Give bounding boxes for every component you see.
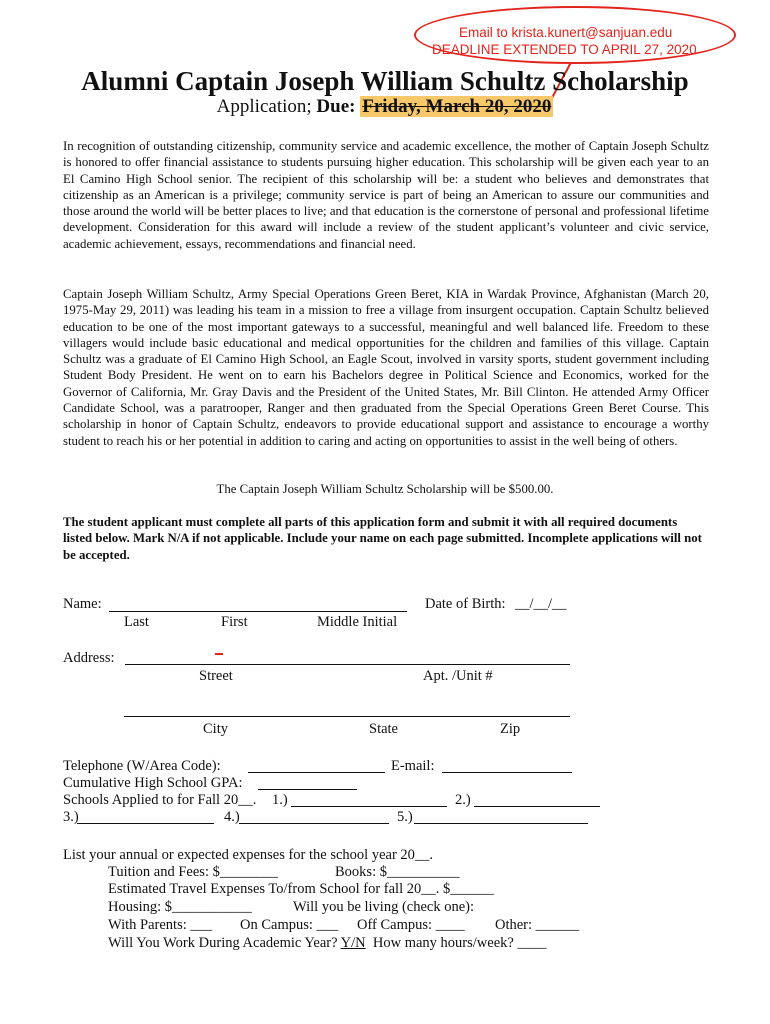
city-sublabel: City xyxy=(203,721,228,737)
application-label: Application; xyxy=(216,96,312,117)
address-label: Address: xyxy=(63,650,115,666)
school-4-field[interactable] xyxy=(239,823,389,824)
street-address-field[interactable] xyxy=(125,664,570,665)
tuition-field[interactable]: Tuition and Fees: $________ xyxy=(108,864,278,880)
with-parents-check[interactable]: With Parents: ___ xyxy=(108,917,213,933)
off-campus-check[interactable]: Off Campus: ____ xyxy=(357,917,465,933)
school-4-label: 4.) xyxy=(224,809,240,825)
on-campus-check[interactable]: On Campus: ___ xyxy=(240,917,339,933)
paragraph-text: In recognition of outstanding citizenship, community service and academic excellence, the mother of Captain Joseph Schultz is honored to offer financial assistance to students pursuing higher education. This scholarship will be given each year to an El Camino High School senior. The recipient of this scholarship will be: a student who believes and demonstrates that citizenship as an American is a privilege; community service is part of being an American to assure our communities and those around the world will be better places to live; and that education is the cornerstone of personal and professional lifetime development. Consideration for this award will include a review of the student applicant’s volunteer and civic service, academic achievement, essays, recommendations and financial need. xyxy=(63,139,709,251)
zip-sublabel: Zip xyxy=(500,721,521,737)
housing-field[interactable]: Housing: $___________ xyxy=(108,899,252,915)
school-2-label: 2.) xyxy=(455,792,471,808)
dob-field[interactable]: __/__/__ xyxy=(515,596,567,612)
expenses-intro: List your annual or expected expenses for the school year 20__. xyxy=(63,847,434,863)
school-5-field[interactable] xyxy=(414,823,588,824)
name-field[interactable] xyxy=(109,611,407,612)
dob-label: Date of Birth: xyxy=(425,596,506,612)
email-field[interactable] xyxy=(442,772,572,773)
email-label: E-mail: xyxy=(391,758,435,774)
middle-initial-sublabel: Middle Initial xyxy=(317,614,398,630)
deadline-note: DEADLINE EXTENDED TO APRIL 27, 2020 xyxy=(432,42,697,57)
work-question-text: Will You Work During Academic Year? xyxy=(108,935,338,951)
email-note: Email to krista.kunert@sanjuan.edu xyxy=(459,25,673,40)
gpa-label: Cumulative High School GPA: xyxy=(63,775,243,791)
intro-paragraph-1 xyxy=(63,138,709,252)
books-field[interactable]: Books: $__________ xyxy=(335,864,460,880)
city-state-zip-field[interactable] xyxy=(124,716,570,717)
hours-per-week-field[interactable]: How many hours/week? ____ xyxy=(372,935,547,951)
last-sublabel: Last xyxy=(124,614,149,630)
other-check[interactable]: Other: ______ xyxy=(495,917,580,933)
travel-expenses-field[interactable]: Estimated Travel Expenses To/from School for fall 20__. $______ xyxy=(108,881,494,897)
school-5-label: 5.) xyxy=(397,809,413,825)
work-yn-field[interactable]: Y/N xyxy=(340,935,366,951)
street-sublabel: Street xyxy=(199,668,233,684)
first-sublabel: First xyxy=(221,614,248,630)
due-date-struck: Friday, March 20, 2020 xyxy=(362,96,552,117)
paragraph-text: Captain Joseph William Schultz, Army Special Operations Green Beret, KIA in Wardak Province, Afghanistan (March 20, 1975-May 29, 2011) was leading his team in a mission to free a village from insurgent occupation. Captain Schultz believed education to be one of the most important gateways to a successful, meaningful and well balanced life. Freedom to these villagers would include basic educational and medical opportunities for the children and families of this village. Captain Schultz was a graduate of El Camino High School, an Eagle Scout, involved in varsity sports, student government including Student Body President. He went on to earn his Bachelors degree in Political Science and Economics, worked for the Governor of California, Mr. Gray Davis and the President of the United States, Mr. Bill Clinton. He attended Army Officer Candidate School, was a paratrooper, Ranger and then graduated from the Special Operations Green Beret Course. This scholarship in honor of Captain Schultz, endeavors to provide educational support and assistance to encourage a worthy student to reach his or her potential in addition to caring and acting on opportunities to assist in the well being of others. xyxy=(63,287,709,448)
gpa-field[interactable] xyxy=(258,789,357,790)
apt-unit-sublabel: Apt. /Unit # xyxy=(423,668,493,684)
living-arrangement-label: Will you be living (check one): xyxy=(293,899,475,915)
document-subtitle xyxy=(0,96,770,118)
telephone-field[interactable] xyxy=(248,772,385,773)
school-1-field[interactable] xyxy=(291,806,447,807)
document-title: Alumni Captain Joseph William Schultz Scholarship xyxy=(81,66,689,96)
instructions: The student applicant must complete all parts of this application form and submit it with all required documents listed below. Mark N/A if not applicable. Include your name on each page submitted. Incomplete applications will not be accepted. xyxy=(63,515,702,562)
schools-label: Schools Applied to for Fall 20__. xyxy=(63,792,257,808)
state-sublabel: State xyxy=(369,721,398,737)
school-2-field[interactable] xyxy=(474,806,600,807)
due-label: Due: xyxy=(316,96,356,117)
name-label: Name: xyxy=(63,596,102,612)
school-3-field[interactable] xyxy=(77,823,214,824)
red-mark xyxy=(215,653,223,655)
work-question xyxy=(108,935,546,952)
school-3-label: 3.) xyxy=(63,809,79,825)
school-1-label: 1.) xyxy=(272,792,288,808)
telephone-label: Telephone (W/Area Code): xyxy=(63,758,221,774)
intro-paragraph-2 xyxy=(63,286,709,449)
award-amount-line: The Captain Joseph William Schultz Scholarship will be $500.00. xyxy=(216,482,554,496)
